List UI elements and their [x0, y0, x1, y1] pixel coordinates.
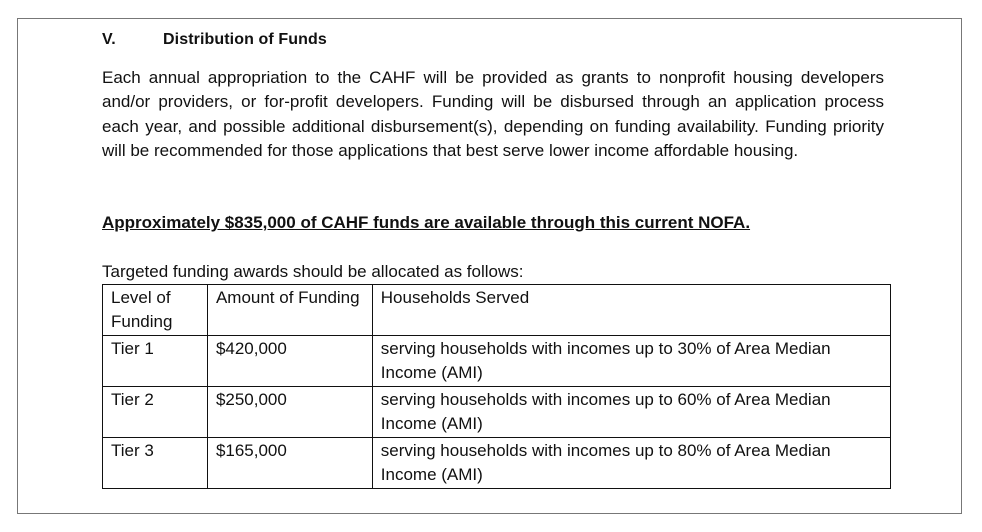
section-heading — [102, 31, 327, 49]
section-title: Distribution of Funds — [163, 31, 327, 48]
table-row — [103, 438, 891, 489]
table-row — [103, 336, 891, 387]
funds-available-callout: Approximately $835,000 of CAHF funds are available through this current NOFA. — [102, 213, 751, 232]
households-cell: serving households with incomes up to 80% of Area Median Income (AMI) — [372, 438, 890, 489]
households-cell: serving households with incomes up to 30% of Area Median Income (AMI) — [372, 336, 890, 387]
header-households-served: Households Served — [372, 285, 890, 336]
section-number: V. — [102, 31, 116, 48]
body-paragraph: Each annual appropriation to the CAHF will be provided as grants to nonprofit housing developers and/or providers, or for-profit developers. Funding will be disbursed through an application process each year, and possible additional disbursement(s), depending on funding availability. Funding priority will be recommended for those applications that best serve lower income affordable housing. — [102, 68, 884, 161]
header-level-of-funding: Level of Funding — [103, 285, 208, 336]
households-cell: serving households with incomes up to 60% of Area Median Income (AMI) — [372, 387, 890, 438]
tier-cell: Tier 2 — [103, 387, 208, 438]
amount-cell: $420,000 — [207, 336, 372, 387]
table-row — [103, 387, 891, 438]
amount-cell: $250,000 — [207, 387, 372, 438]
table-header-row — [103, 285, 891, 336]
tier-cell: Tier 3 — [103, 438, 208, 489]
header-amount-of-funding: Amount of Funding — [207, 285, 372, 336]
tier-cell: Tier 1 — [103, 336, 208, 387]
amount-cell: $165,000 — [207, 438, 372, 489]
table-intro: Targeted funding awards should be allocated as follows: — [102, 262, 524, 281]
funding-table — [102, 284, 891, 489]
